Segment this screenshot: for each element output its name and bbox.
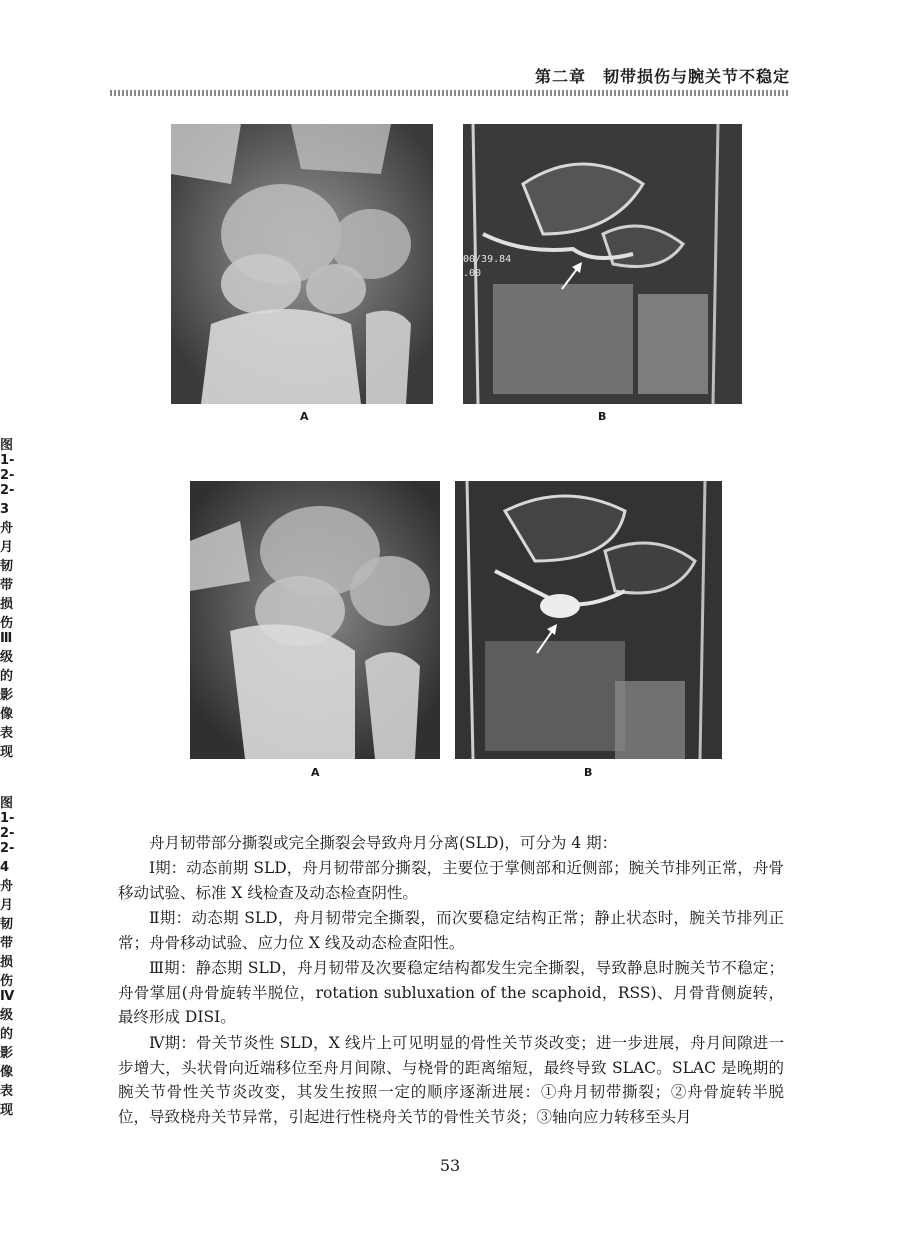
xray-image-a <box>190 481 440 759</box>
paragraph-stage-4: Ⅳ期：骨关节炎性 SLD，X 线片上可见明显的骨性关节炎改变；进一步进展，舟月间隙进一步增大，头状骨向近端移位至舟月间隙、与桡骨的距离缩短，最终导致 SLAC。SLAC 是晚期的腕关节骨性关节炎改变，其发生按照一定的顺序逐渐进展：①舟月韧带撕裂；②舟骨旋转半脱位，导致桡舟关节异常，引起进行性桡舟关节的骨性关节炎；③轴向应力转移至头月 <box>118 1034 784 1126</box>
header-rule <box>110 90 790 96</box>
page-number: 53 <box>439 1156 461 1175</box>
mri-overlay-text-2: .00 <box>463 268 482 279</box>
subfigure-label-a: A <box>311 766 320 779</box>
paragraph-stage-3: Ⅲ期：静态期 SLD，舟月韧带及次要稳定结构都发生完全撕裂，导致静息时腕关节不稳定；舟骨掌屈(舟骨旋转半脱位，rotation subluxation of the scaphoid，RSS)、月骨背侧旋转，最终形成 DISI。 <box>118 959 784 1026</box>
mri-overlay-text-1: 00/39.84 <box>463 254 512 265</box>
paragraph-stage-1: Ⅰ期：动态前期 SLD，舟月韧带部分撕裂，主要位于掌侧部和近侧部；腕关节排列正常，舟骨移动试验、标准 X 线检查及动态检查阴性。 <box>118 859 784 902</box>
arrow-icon <box>558 259 588 294</box>
paragraph-intro: 舟月韧带部分撕裂或完全撕裂会导致舟月分离(SLD)，可分为 4 期： <box>149 834 618 852</box>
arrow-icon <box>533 621 563 657</box>
paragraph-stage-2: Ⅱ期：动态期 SLD，舟月韧带完全撕裂，而次要稳定结构正常；静止状态时，腕关节排列正常；舟骨移动试验、应力位 X 线及动态检查阳性。 <box>118 909 784 952</box>
mri-image-b <box>463 124 742 404</box>
running-header <box>110 64 790 88</box>
subfigure-label-a: A <box>300 410 309 423</box>
subfigure-label-b: B <box>598 410 607 423</box>
mri-image-b <box>455 481 722 759</box>
chapter-title: 第二章 韧带损伤与腕关节不稳定 <box>534 67 790 86</box>
subfigure-label-b: B <box>584 766 593 779</box>
xray-image-a <box>171 124 433 404</box>
